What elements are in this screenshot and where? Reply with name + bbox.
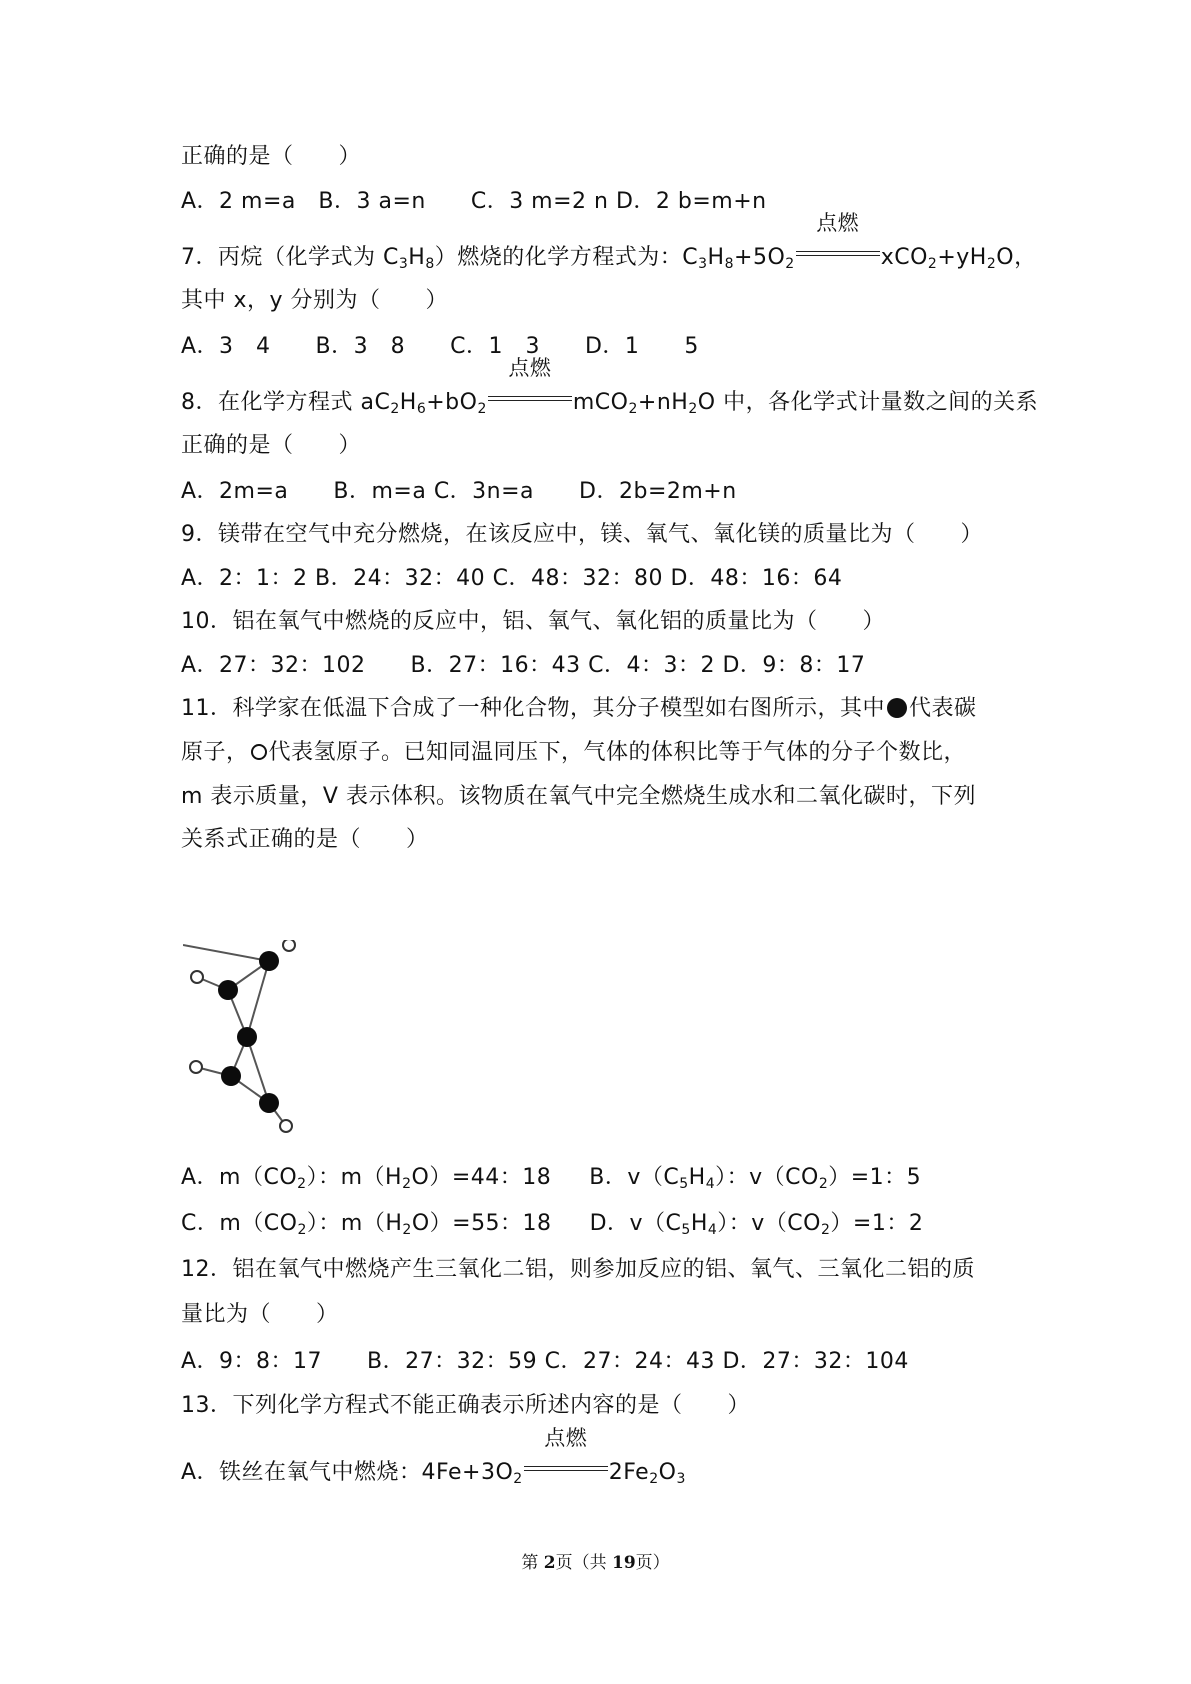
q9-options: A．2：1：2 B．24：32：40 C．48：32：80 D．48：16：64 [181,566,843,591]
q11-stem-2: 原子， 代表氢原子。已知同温同压下，气体的体积比等于气体的分子个数比， [181,740,967,765]
q12-stem-1: 12．铝在氧气中燃烧产生三氧化二铝，则参加反应的铝、氧气、三氧化二铝的质 [181,1257,975,1282]
q7-stem-line2: 其中 x，y 分别为（ ） [181,288,449,313]
q12-options: A．9：8：17 B．27：32：59 C．27：24：43 D．27：32：104 [181,1349,909,1374]
q11-options-cd: C．$m(CO_2)$：$m(H_2O)=55$：18 D．$v(C_5H_4)$：$v(CO_2)=1$：2 [181,1211,924,1238]
q13-option-a: A．铁丝在氧气中燃烧：$4Fe+3O_2$ 点燃 $2Fe_2O_3$ [181,1426,686,1487]
q11-options-ab: A．$m(CO_2)$：$m(H_2O)=44$：18 B．$v(C_5H_4)$：$v(CO_2)=1$：5 [181,1165,922,1192]
q8-stem: 8．在化学方程式 $aC_2H_6+bO_2$ 点燃 $mCO_2+nH_2O$ 中，各化学式计量数之间的关系 [181,356,1039,417]
q11-stem-1: 11．科学家在低温下合成了一种化合物，其分子模型如右图所示，其中 代表碳 [181,696,977,721]
hydrogen-atom [280,1120,292,1132]
hydrogen-atom [283,940,295,951]
carbon-atom [259,1093,279,1113]
q7-options: A．3 4 B．3 8 C．1 3 D．1 5 [181,334,699,359]
reaction-condition-q8: 点燃 [488,381,572,409]
q10-stem: 10．铝在氧气中燃烧的反应中，铝、氧气、氧化铝的质量比为（ ） [181,609,885,634]
q10-options: A．27：32：102 B．27：16：43 C．4：3：2 D．9：8：17 [181,653,866,678]
q7-stem: 7．丙烷（化学式为 $C_3H_8$）燃烧的化学方程式为：$C_3H_8+5O_2$ 点燃 $xCO_2+yH_2O$， [181,211,1037,272]
q8-stem-line2: 正确的是（ ） [181,433,362,458]
reaction-condition-q13: 点燃 [524,1451,608,1479]
hydrogen-atom [191,971,203,983]
q8-options: A．2m=a B．m=a C．3n=a D．2b=2m+n [181,479,737,504]
carbon-atom [259,951,279,971]
page-footer: 第 2页（共 19页） [521,1553,670,1573]
q12-stem-2: 量比为（ ） [181,1302,339,1327]
molecule-model-figure [183,940,313,1140]
carbon-atom-icon [887,698,907,718]
carbon-atom [237,1027,257,1047]
q9-stem: 9．镁带在空气中充分燃烧，在该反应中，镁、氧气、氧化镁的质量比为（ ） [181,522,983,547]
hydrogen-atom-icon [251,744,267,760]
hydrogen-atom [190,1061,202,1073]
carbon-atom [218,980,238,1000]
q11-stem-4: 关系式正确的是（ ） [181,827,429,852]
q11-stem-3: m 表示质量，V 表示体积。该物质在氧气中完全燃烧生成水和二氧化碳时，下列 [181,784,976,809]
reaction-condition-q7: 点燃 [796,236,880,264]
line-correct-1: 正确的是（ ） [181,144,362,169]
q6-options: A．2 m=a B．3 a=n C．3 m=2 n D．2 b=m+n [181,189,767,214]
molecule-model-svg [183,940,313,1140]
q13-stem: 13．下列化学方程式不能正确表示所述内容的是（ ） [181,1393,750,1418]
carbon-atom [221,1066,241,1086]
